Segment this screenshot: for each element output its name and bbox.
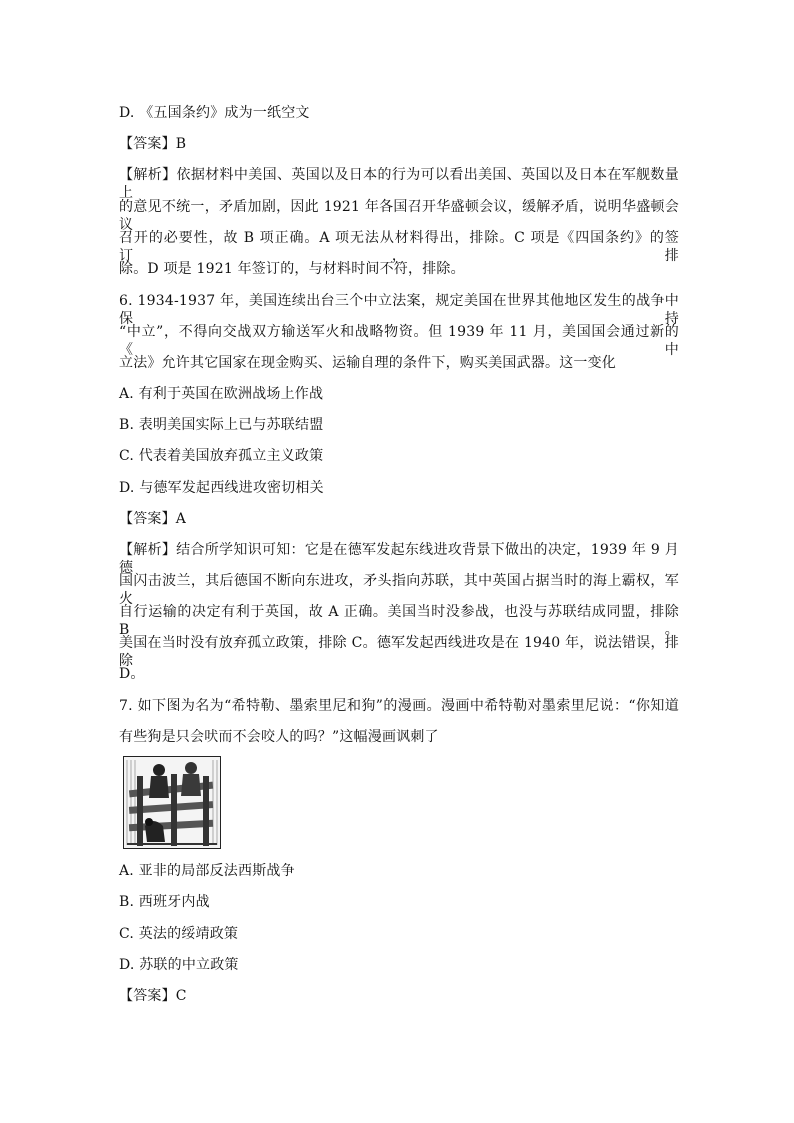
q6-answer: 【答案】A (119, 511, 187, 527)
q6-stem-line: 6. 1934-1937 年，美国连续出台三个中立法案，规定美国在世界其他地区发生的战争中保持 (119, 293, 679, 327)
q6-analysis-line: 自行运输的决定有利于英国，故 A 正确。美国当时没参战，也没与苏联结成同盟，排除 B。 (119, 604, 679, 638)
q6-option-d: D. 与德军发起西线进攻密切相关 (119, 480, 324, 496)
q7-option-c: C. 英法的绥靖政策 (119, 926, 239, 942)
q6-stem-line: “中立”，不得向交战双方输送军火和战略物资。但 1939 年 11 月，美国国会通过新的《中 (119, 324, 679, 358)
q6-option-a: A. 有利于英国在欧洲战场上作战 (119, 386, 324, 402)
q6-option-b: B. 表明美国实际上已与苏联结盟 (119, 417, 324, 433)
q5-option-d: D. 《五国条约》成为一纸空文 (119, 105, 310, 121)
q7-option-d: D. 苏联的中立政策 (119, 957, 239, 973)
q6-analysis-line: 国闪击波兰，其后德国不断向东进攻，矛头指向苏联，其中英国占据当时的海上霸权，军火 (119, 573, 679, 607)
cartoon-image (123, 756, 221, 849)
q5-analysis-line: 除。D 项是 1921 年签订的，与材料时间不符，排除。 (119, 261, 465, 277)
q6-stem-line: 立法》允许其它国家在现金购买、运输自理的条件下，购买美国武器。这一变化 (119, 355, 616, 371)
q5-analysis-line: 【解析】依据材料中美国、英国以及日本的行为可以看出美国、英国以及日本在军舰数量上 (119, 167, 679, 201)
q7-stem-line: 有些狗是只会吠而不会咬人的吗？”这幅漫画讽刺了 (119, 729, 439, 745)
q6-analysis-line: D。 (119, 666, 145, 682)
q7-answer: 【答案】C (119, 988, 187, 1004)
q6-analysis-line: 【解析】结合所学知识可知：它是在德军发起东线进攻背景下做出的决定，1939 年 9 月德 (119, 542, 679, 576)
q7-option-b: B. 西班牙内战 (119, 894, 210, 910)
q7-stem-line: 7. 如下图为名为“希特勒、墨索里尼和狗”的漫画。漫画中希特勒对墨索里尼说：“你知道 (119, 698, 679, 714)
q7-option-a: A. 亚非的局部反法西斯战争 (119, 863, 295, 879)
q6-option-c: C. 代表着美国放弃孤立主义政策 (119, 448, 324, 464)
q6-analysis-line: 美国在当时没有放弃孤立政策，排除 C。德军发起西线进攻是在 1940 年，说法错误，排除 (119, 635, 679, 669)
q5-analysis-line: 的意见不统一，矛盾加剧，因此 1921 年各国召开华盛顿会议，缓解矛盾，说明华盛顿会议 (119, 199, 679, 233)
q5-answer: 【答案】B (119, 136, 187, 152)
q5-analysis-line: 召开的必要性，故 B 项正确。A 项无法从材料得出，排除。C 项是《四国条约》的签订，排 (119, 230, 679, 264)
